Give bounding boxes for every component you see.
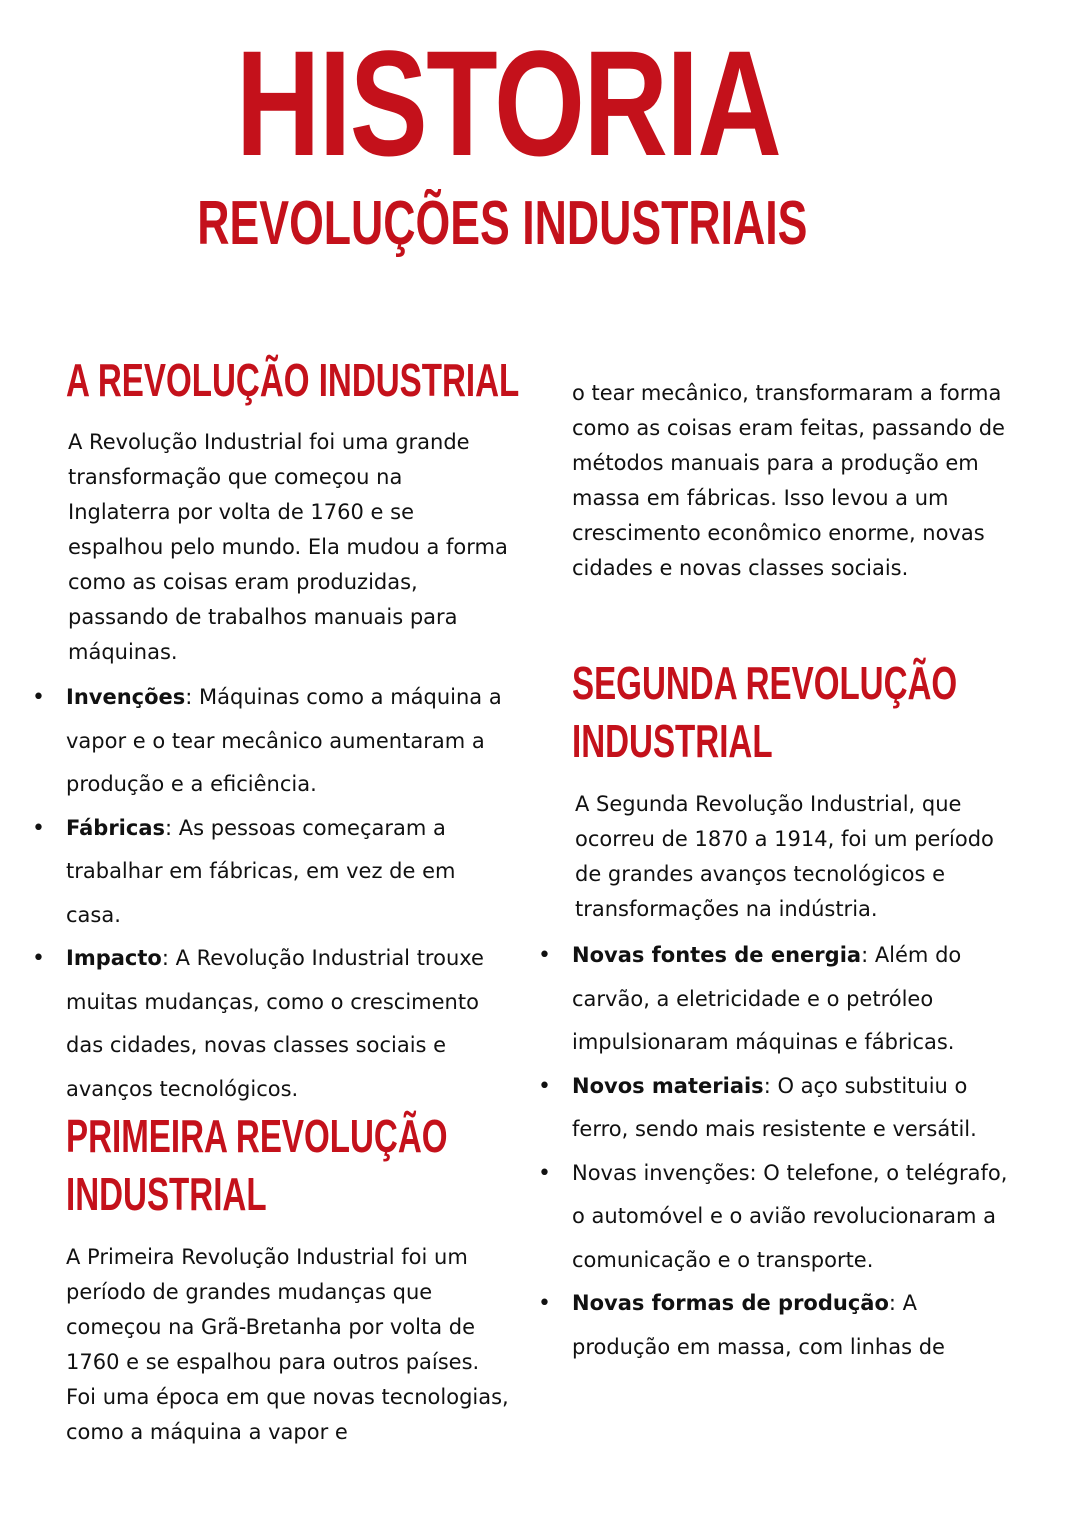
- bullet-text: : O aço substituiu o ferro, sendo mais resistente e versátil.: [572, 1073, 977, 1141]
- bullet-icon: •: [538, 1160, 551, 1186]
- bullet-icon: •: [538, 1073, 551, 1099]
- list-item: [538, 934, 1012, 1065]
- section-heading-segunda-line1: SEGUNDA REVOLUÇÃO: [572, 657, 958, 709]
- bullet-text: : A Revolução Industrial trouxe muitas mudanças, como o crescimento das cidades, novas classes sociais e avanços tecnológicos.: [66, 946, 484, 1101]
- bullet-text: : As pessoas começaram a trabalhar em fábricas, em vez de em casa.: [66, 815, 456, 927]
- segunda-bullet-list: [538, 934, 1012, 1369]
- section-heading-primeira-line1: PRIMEIRA REVOLUÇÃO: [66, 1110, 448, 1162]
- primeira-paragraph-part2: o tear mecânico, transformaram a forma como as coisas eram feitas, passando de métodos manuais para a produção em massa em fábricas. Isso levou a um crescimento econômico enorme, novas cidades e novas classes sociais.: [572, 381, 1005, 580]
- list-item: [538, 1065, 1012, 1152]
- bullet-text: : Além do carvão, a eletricidade e o petróleo impulsionaram máquinas e fábricas.: [572, 943, 962, 1054]
- bullet-icon: •: [32, 815, 45, 841]
- section-heading-intro: A REVOLUÇÃO INDUSTRIAL: [66, 354, 520, 406]
- bullet-icon: •: [538, 943, 551, 968]
- page-title: HISTORIA: [235, 19, 781, 187]
- list-item: [538, 1152, 1012, 1283]
- bullet-text: Novas invenções: O telefone, o telégrafo, o automóvel e o avião revolucionaram a comunicação e o transporte.: [572, 1160, 1008, 1272]
- intro-paragraph: A Revolução Industrial foi uma grande transformação que começou na Inglaterra por volta de 1760 e se espalhou pelo mundo. Ela mudou a forma como as coisas eram produzidas, passando de trabalhos manuais para máquinas.: [68, 430, 508, 664]
- primeira-paragraph-part1: A Primeira Revolução Industrial foi um período de grandes mudanças que começou na Grã-Bretanha por volta de 1760 e se espalhou para outros países. Foi uma época em que novas tecnologias, como a máquina a vapor e: [66, 1245, 509, 1444]
- bullet-term: Invenções: [66, 685, 186, 709]
- bullet-icon: •: [32, 685, 45, 710]
- segunda-paragraph: A Segunda Revolução Industrial, que ocorreu de 1870 a 1914, foi um período de grandes avanços tecnológicos e transformações na indústria.: [575, 792, 994, 921]
- bullet-term: Novas fontes de energia: [572, 943, 862, 967]
- intro-bullet-list: [32, 676, 511, 1111]
- list-item: [32, 937, 511, 1111]
- bullet-term: Novas formas de produção: [572, 1291, 889, 1315]
- section-heading-primeira-line2: INDUSTRIAL: [66, 1168, 267, 1220]
- list-item: [32, 807, 511, 938]
- bullet-term: Impacto: [66, 946, 162, 970]
- section-heading-segunda-line2: INDUSTRIAL: [572, 715, 773, 767]
- bullet-term: Fábricas: [66, 815, 165, 840]
- bullet-term: Novos materiais: [572, 1073, 764, 1098]
- bullet-icon: •: [538, 1291, 551, 1316]
- list-item: [538, 1282, 1012, 1369]
- list-item: [32, 676, 511, 807]
- bullet-icon: •: [32, 946, 45, 971]
- bullet-text: : A produção em massa, com linhas de: [572, 1291, 945, 1359]
- page-subtitle: REVOLUÇÕES INDUSTRIAIS: [197, 189, 808, 258]
- bullet-text: : Máquinas como a máquina a vapor e o tear mecânico aumentaram a produção e a eficiência.: [66, 685, 502, 796]
